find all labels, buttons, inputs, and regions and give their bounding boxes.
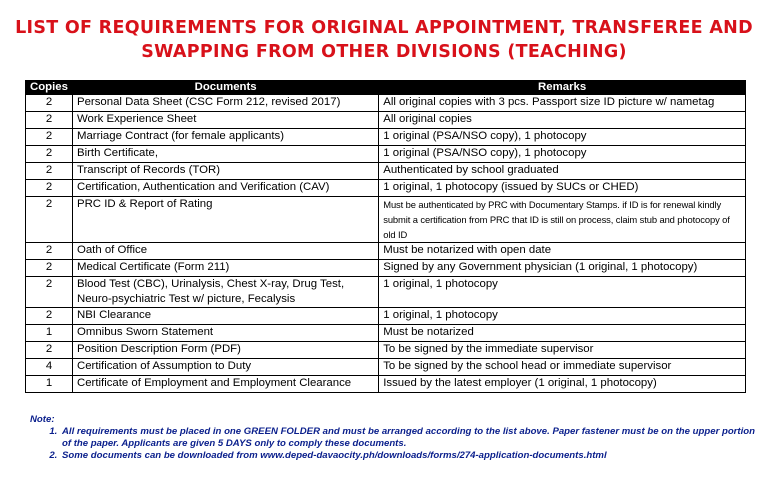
- table-row: [26, 376, 746, 393]
- note-item: 2. Some documents can be downloaded from www.deped-davaocity.ph/downloads/forms/274-application-documents.html: [60, 450, 760, 462]
- cell-document: NBI Clearance: [72, 308, 378, 325]
- cell-document: Blood Test (CBC), Urinalysis, Chest X-ray, Drug Test, Neuro-psychiatric Test w/ picture, Fecalysis: [72, 277, 378, 308]
- table-row: [26, 146, 746, 163]
- cell-remarks: Signed by any Government physician (1 original, 1 photocopy): [379, 260, 746, 277]
- cell-copies: 2: [26, 277, 73, 308]
- cell-remarks: 1 original, 1 photocopy (issued by SUCs or CHED): [379, 180, 746, 197]
- header-documents: Documents: [72, 81, 378, 95]
- title-line-2: SWAPPING FROM OTHER DIVISIONS (TEACHING): [141, 42, 627, 62]
- cell-remarks: All original copies: [379, 112, 746, 129]
- table-row: [26, 277, 746, 308]
- note-item: 1. All requirements must be placed in one GREEN FOLDER and must be arranged according to the list above. Paper fastener must be on the upper portion of the paper. Applicants are given 5 DAYS only to comply these documents.: [60, 426, 760, 450]
- notes-list: [30, 426, 760, 462]
- cell-document: PRC ID & Report of Rating: [72, 197, 378, 243]
- cell-remarks: Must be notarized with open date: [379, 243, 746, 260]
- cell-document: Certification, Authentication and Verification (CAV): [72, 180, 378, 197]
- header-copies: Copies: [26, 81, 73, 95]
- page-title: [0, 16, 768, 64]
- cell-copies: 2: [26, 112, 73, 129]
- cell-remarks: To be signed by the immediate supervisor: [379, 342, 746, 359]
- cell-copies: 1: [26, 325, 73, 342]
- cell-document: Marriage Contract (for female applicants): [72, 129, 378, 146]
- cell-document: Medical Certificate (Form 211): [72, 260, 378, 277]
- table-row: [26, 325, 746, 342]
- requirements-table: [25, 80, 746, 393]
- cell-remarks: Issued by the latest employer (1 original, 1 photocopy): [379, 376, 746, 393]
- table-row: [26, 180, 746, 197]
- cell-document: Oath of Office: [72, 243, 378, 260]
- cell-document: Transcript of Records (TOR): [72, 163, 378, 180]
- cell-document: Certification of Assumption to Duty: [72, 359, 378, 376]
- cell-copies: 2: [26, 243, 73, 260]
- table-header-row: [26, 81, 746, 95]
- table-row: [26, 260, 746, 277]
- cell-remarks: Must be notarized: [379, 325, 746, 342]
- cell-copies: 2: [26, 95, 73, 112]
- cell-remarks: Must be authenticated by PRC with Documentary Stamps. if ID is for renewal kindly submit a certification from PRC that ID is still on process, claim stub and photocopy of old ID: [379, 197, 746, 243]
- cell-remarks: Authenticated by school graduated: [379, 163, 746, 180]
- notes-section: [30, 414, 760, 462]
- cell-copies: 2: [26, 260, 73, 277]
- cell-document: Work Experience Sheet: [72, 112, 378, 129]
- table-row: [26, 243, 746, 260]
- cell-remarks: All original copies with 3 pcs. Passport size ID picture w/ nametag: [379, 95, 746, 112]
- table-row: [26, 129, 746, 146]
- cell-remarks: 1 original (PSA/NSO copy), 1 photocopy: [379, 146, 746, 163]
- cell-copies: 2: [26, 129, 73, 146]
- cell-document: Personal Data Sheet (CSC Form 212, revised 2017): [72, 95, 378, 112]
- cell-copies: 2: [26, 146, 73, 163]
- cell-remarks: 1 original, 1 photocopy: [379, 277, 746, 308]
- cell-copies: 4: [26, 359, 73, 376]
- cell-copies: 2: [26, 342, 73, 359]
- cell-copies: 2: [26, 308, 73, 325]
- cell-remarks: 1 original, 1 photocopy: [379, 308, 746, 325]
- table-row: [26, 95, 746, 112]
- table-row: [26, 342, 746, 359]
- title-line-1: LIST OF REQUIREMENTS FOR ORIGINAL APPOINTMENT, TRANSFEREE AND: [15, 18, 753, 38]
- cell-document: Birth Certificate,: [72, 146, 378, 163]
- cell-document: Certificate of Employment and Employment Clearance: [72, 376, 378, 393]
- header-remarks: Remarks: [379, 81, 746, 95]
- cell-copies: 1: [26, 376, 73, 393]
- cell-remarks: To be signed by the school head or immediate supervisor: [379, 359, 746, 376]
- notes-label: Note:: [30, 414, 55, 425]
- table-row: [26, 112, 746, 129]
- table-row: [26, 197, 746, 243]
- table-row: [26, 308, 746, 325]
- cell-copies: 2: [26, 180, 73, 197]
- cell-copies: 2: [26, 197, 73, 243]
- table-row: [26, 359, 746, 376]
- cell-copies: 2: [26, 163, 73, 180]
- cell-document: Omnibus Sworn Statement: [72, 325, 378, 342]
- cell-document: Position Description Form (PDF): [72, 342, 378, 359]
- cell-remarks: 1 original (PSA/NSO copy), 1 photocopy: [379, 129, 746, 146]
- table-row: [26, 163, 746, 180]
